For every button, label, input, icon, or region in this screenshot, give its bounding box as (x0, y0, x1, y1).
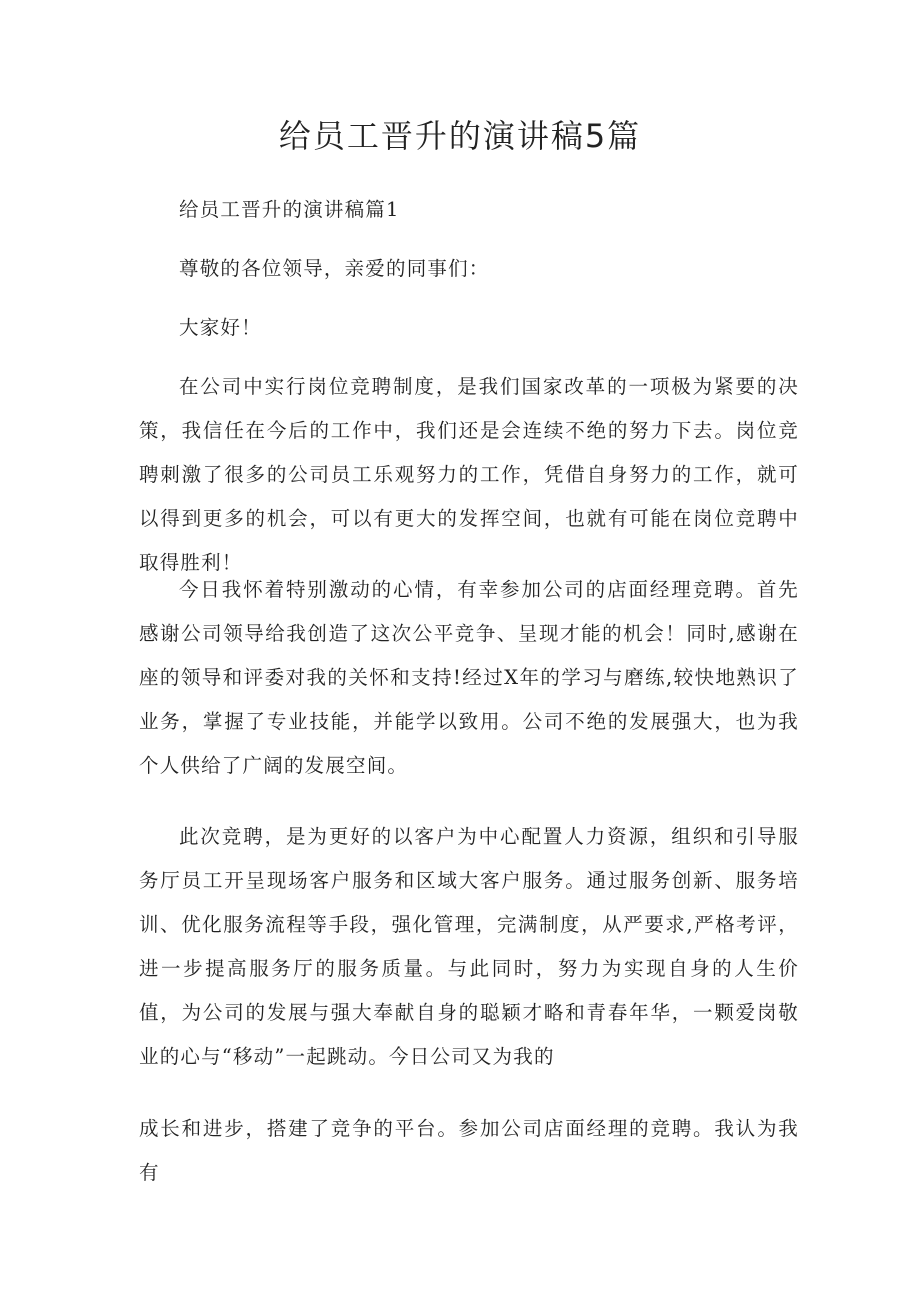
section-heading: 给员工晋升的演讲稿篇1 (179, 198, 400, 221)
body-paragraph: 在公司中实行岗位竞聘制度，是我们国家改革的一项极为紧要的决策，我信任在今后的工作中，我们还是会连续不绝的努力下去。岗位竞聘刺激了很多的公司员工乐观努力的工作，凭借自身努力的工作，就可以得到更多的机会，可以有更大的发挥空间，也就有可能在岗位竞聘中取得胜利！ (139, 375, 799, 574)
body-paragraph-continued: 成长和进步，搭建了竞争的平台。参加公司店面经理的竞聘。我认为我有 (139, 1117, 799, 1184)
body-paragraph: 今日我怀着特别激动的心情，有幸参加公司的店面经理竞聘。首先感谢公司领导给我创造了这次公平竞争、呈现才能的机会！同时,感谢在座的领导和评委对我的关怀和支持!经过X年的学习与磨练,较快地熟识了业务，掌握了专业技能，并能学以致用。公司不绝的发展强大，也为我个人供给了广阔的发展空间。 (139, 578, 799, 777)
body-paragraph: 此次竞聘，是为更好的以客户为中心配置人力资源，组织和引导服务厅员工开呈现场客户服务和区域大客户服务。通过服务创新、服务培训、优化服务流程等手段，强化管理，完满制度，从严要求,严格考评，进一步提高服务厅的服务质量。与此同时，努力为实现自身的人生价值，为公司的发展与强大奉献自身的聪颖才略和青春年华，一颗爱岗敬业的心与“移动”一起跳动。今日公司又为我的 (139, 825, 799, 1068)
greeting-line: 大家好！ (179, 316, 262, 339)
salutation: 尊敬的各位领导，亲爱的同事们： (179, 257, 490, 280)
document-title: 给员工晋升的演讲稿5篇 (278, 117, 642, 155)
